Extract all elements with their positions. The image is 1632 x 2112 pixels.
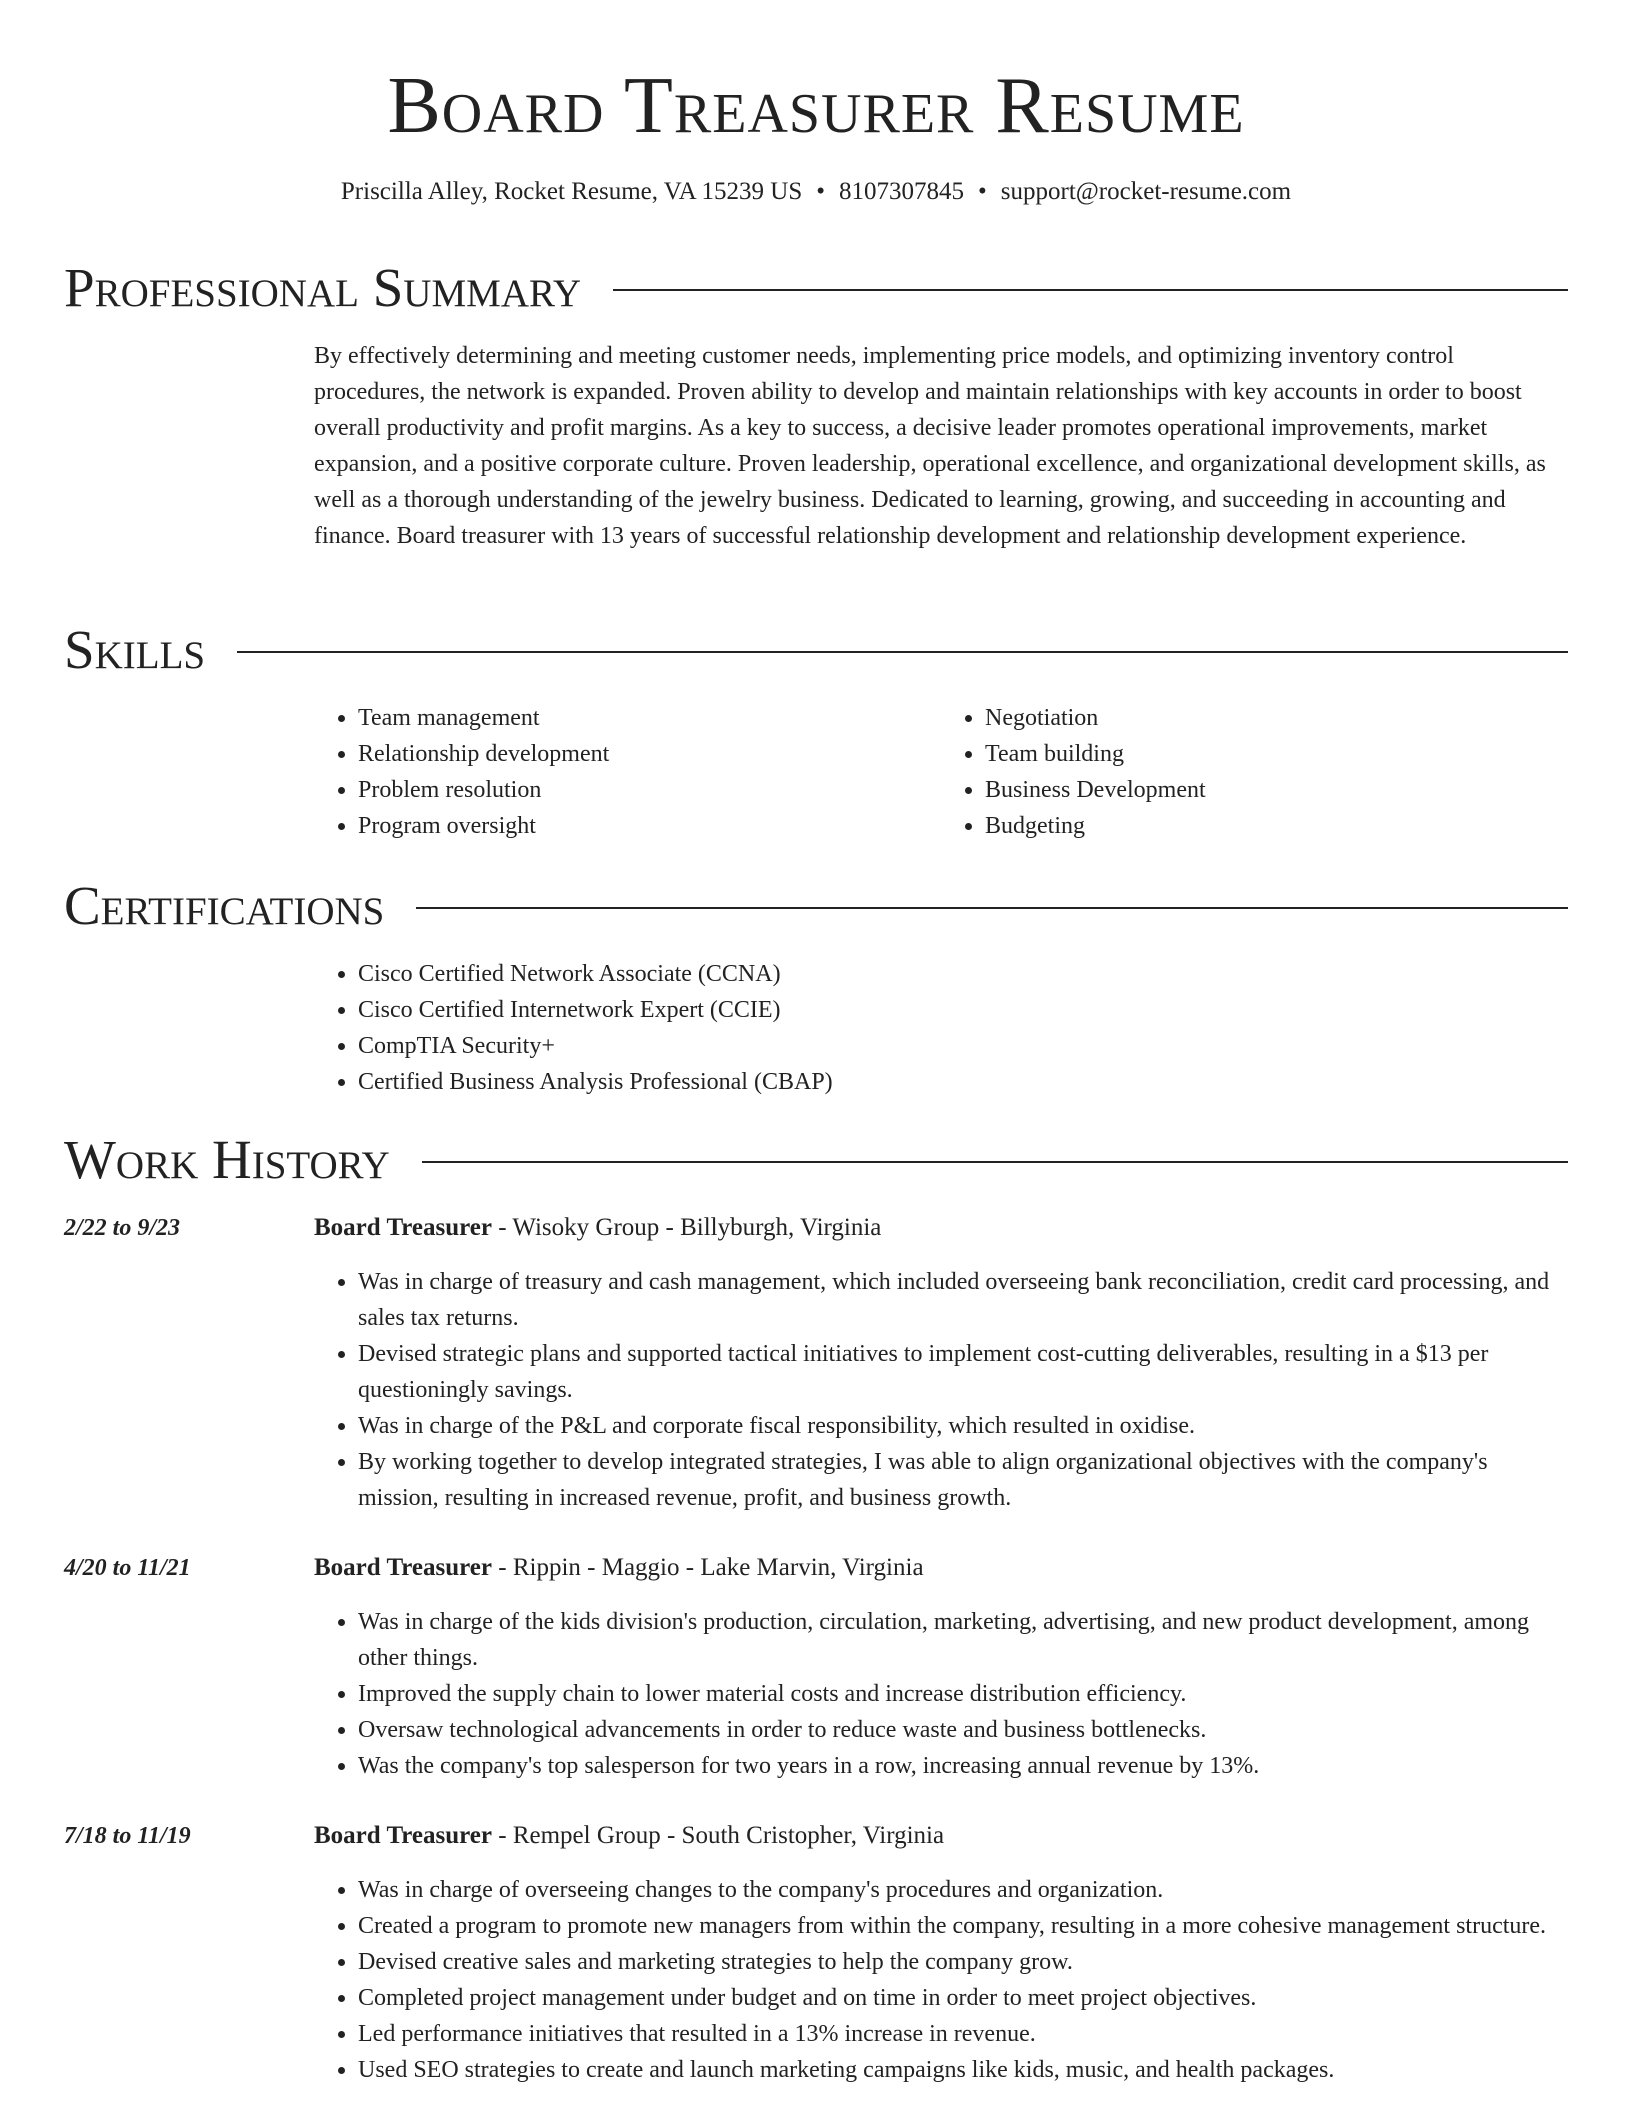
certifications-list — [314, 956, 1568, 1100]
skill-item: • Team building — [985, 736, 1568, 772]
work-section-title: Work History — [64, 1129, 390, 1190]
job-title: Board Treasurer — [314, 1554, 493, 1581]
certifications-section-heading — [64, 874, 1568, 938]
job-dates: 7/18 to 11/19 — [64, 1823, 191, 1849]
job-title: Board Treasurer — [314, 1214, 493, 1241]
job-bullets — [314, 1264, 1568, 1516]
job-bullet: • Devised creative sales and marketing strategies to help the company grow. — [358, 1944, 1568, 1980]
skill-item: • Budgeting — [985, 808, 1568, 844]
job-details — [314, 1550, 1568, 1784]
certifications-section-title: Certifications — [64, 875, 385, 936]
job-bullet: • Was in charge of the kids division's production, circulation, marketing, advertising, and new product development, among other things. — [358, 1604, 1568, 1676]
contact-separator: • — [978, 178, 987, 205]
job-details — [314, 1818, 1568, 2088]
job-headline — [314, 1210, 1568, 1246]
job-headline — [314, 1550, 1568, 1586]
contact-email[interactable]: support@rocket-resume.com — [1000, 178, 1292, 205]
page-title: Board Treasurer Resume — [387, 62, 1245, 150]
skills-list — [314, 700, 1568, 844]
certification-item: • Cisco Certified Internetwork Expert (CCIE) — [358, 992, 1568, 1028]
job-bullet: • Oversaw technological advancements in order to reduce waste and business bottlenecks. — [358, 1712, 1568, 1748]
job-bullet: • Created a program to promote new managers from within the company, resulting in a more cohesive management structure. — [358, 1908, 1568, 1944]
job-bullets — [314, 1604, 1568, 1784]
work-section-heading — [64, 1128, 1568, 1192]
contact-separator: • — [816, 178, 826, 205]
skill-item: • Relationship development — [358, 736, 941, 772]
job-company-location: - Rempel Group - South Cristopher, Virginia — [492, 1822, 945, 1849]
job-dates: 2/22 to 9/23 — [64, 1215, 181, 1241]
job-bullet: • Improved the supply chain to lower material costs and increase distribution efficiency. — [358, 1676, 1568, 1712]
job-bullet: • Used SEO strategies to create and launch marketing campaigns like kids, music, and health packages. — [358, 2052, 1568, 2088]
skills-column-left — [314, 700, 941, 844]
job-bullet: • Was the company's top salesperson for two years in a row, increasing annual revenue by 13%. — [358, 1748, 1568, 1784]
certification-item: • Certified Business Analysis Professional (CBAP) — [358, 1064, 1568, 1100]
skills-section-title: Skills — [64, 619, 206, 680]
skills-section-heading — [64, 618, 1568, 682]
job-bullet: • Completed project management under budget and on time in order to meet project objectives. — [358, 1980, 1568, 2016]
skill-item: • Team management — [358, 700, 941, 736]
certification-item: • CompTIA Security+ — [358, 1028, 1568, 1064]
summary-body — [314, 338, 1568, 554]
job-bullet: • Devised strategic plans and supported tactical initiatives to implement cost-cutting deliverables, resulting in a $13 per questioningly savings. — [358, 1336, 1568, 1408]
summary-section-title: Professional Summary — [64, 257, 582, 318]
section-divider — [416, 907, 1568, 909]
contact-phone[interactable]: 8107307845 — [839, 178, 965, 205]
job-details — [314, 1210, 1568, 1516]
section-divider — [422, 1161, 1568, 1163]
job-headline — [314, 1818, 1568, 1854]
job-dates: 4/20 to 11/21 — [64, 1555, 191, 1581]
job-bullet: • Was in charge of the P&L and corporate fiscal responsibility, which resulted in oxidise. — [358, 1408, 1568, 1444]
skill-item: • Program oversight — [358, 808, 941, 844]
section-divider — [237, 651, 1568, 653]
summary-text: By effectively determining and meeting customer needs, implementing price models, and optimizing inventory control procedures, the network is expanded. Proven ability to develop and maintain relationships with key accounts in order to boost overall productivity and profit margins. As a key to success, a decisive leader promotes operational improvements, market expansion, and a positive corporate culture. Proven leadership, operational excellence, and organizational development skills, as well as a thorough understanding of the jewelry business. Dedicated to learning, growing, and succeeding in accounting and finance. Board treasurer with 13 years of successful relationship development and relationship development experience. — [314, 343, 1546, 549]
skill-item: • Problem resolution — [358, 772, 941, 808]
contact-line — [0, 174, 1632, 210]
job-title: Board Treasurer — [314, 1822, 493, 1849]
contact-address: Priscilla Alley, Rocket Resume, VA 15239 US — [340, 178, 803, 205]
skill-item: • Negotiation — [985, 700, 1568, 736]
summary-section-heading — [64, 256, 1568, 320]
section-divider — [613, 289, 1568, 291]
job-bullet: • Was in charge of overseeing changes to the company's procedures and organization. — [358, 1872, 1568, 1908]
skills-column-right — [941, 700, 1568, 844]
job-bullets — [314, 1872, 1568, 2088]
job-bullet: • Led performance initiatives that resulted in a 13% increase in revenue. — [358, 2016, 1568, 2052]
skill-item: • Business Development — [985, 772, 1568, 808]
job-bullet: • Was in charge of treasury and cash management, which included overseeing bank reconciliation, credit card processing, and sales tax returns. — [358, 1264, 1568, 1336]
job-company-location: - Wisoky Group - Billyburgh, Virginia — [492, 1214, 882, 1241]
job-company-location: - Rippin - Maggio - Lake Marvin, Virginia — [492, 1554, 924, 1581]
job-bullet: • By working together to develop integrated strategies, I was able to align organizational objectives with the company's mission, resulting in increased revenue, profit, and business growth. — [358, 1444, 1568, 1516]
certification-item: • Cisco Certified Network Associate (CCNA) — [358, 956, 1568, 992]
